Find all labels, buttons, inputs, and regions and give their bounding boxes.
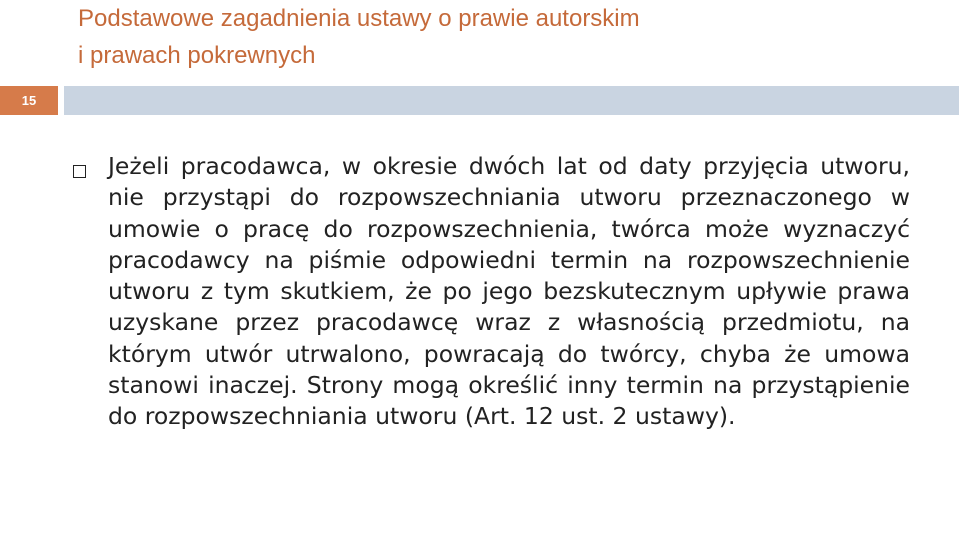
slide-title-line-2: i prawach pokrewnych	[78, 42, 316, 69]
square-bullet-icon	[73, 165, 86, 178]
slide-title	[78, 0, 938, 74]
slide-number-badge: 15	[0, 86, 58, 115]
header-bar	[64, 86, 959, 115]
bullet-paragraph: Jeżeli pracodawca, w okresie dwóch lat od daty przyjęcia utworu, nie przystąpi do rozpowszechniania utworu przeznaczonego w umowie o pracę do rozpowszechnienia, twórca może wyznaczyć pracodawcy na piśmie odpowiedni termin na rozpowszechnienie utworu z tym skutkiem, że po jego bezskutecznym upływie prawa uzyskane przez pracodawcę wraz z własnością przedmiotu, na którym utwór utrwalono, powracają do twórcy, chyba że umowa stanowi inaczej. Strony mogą określić inny termin na przystąpienie do rozpowszechniania utworu (Art. 12 ust. 2 ustawy).	[108, 152, 910, 431]
slide-title-line-1: Podstawowe zagadnienia ustawy o prawie autorskim	[78, 5, 640, 32]
